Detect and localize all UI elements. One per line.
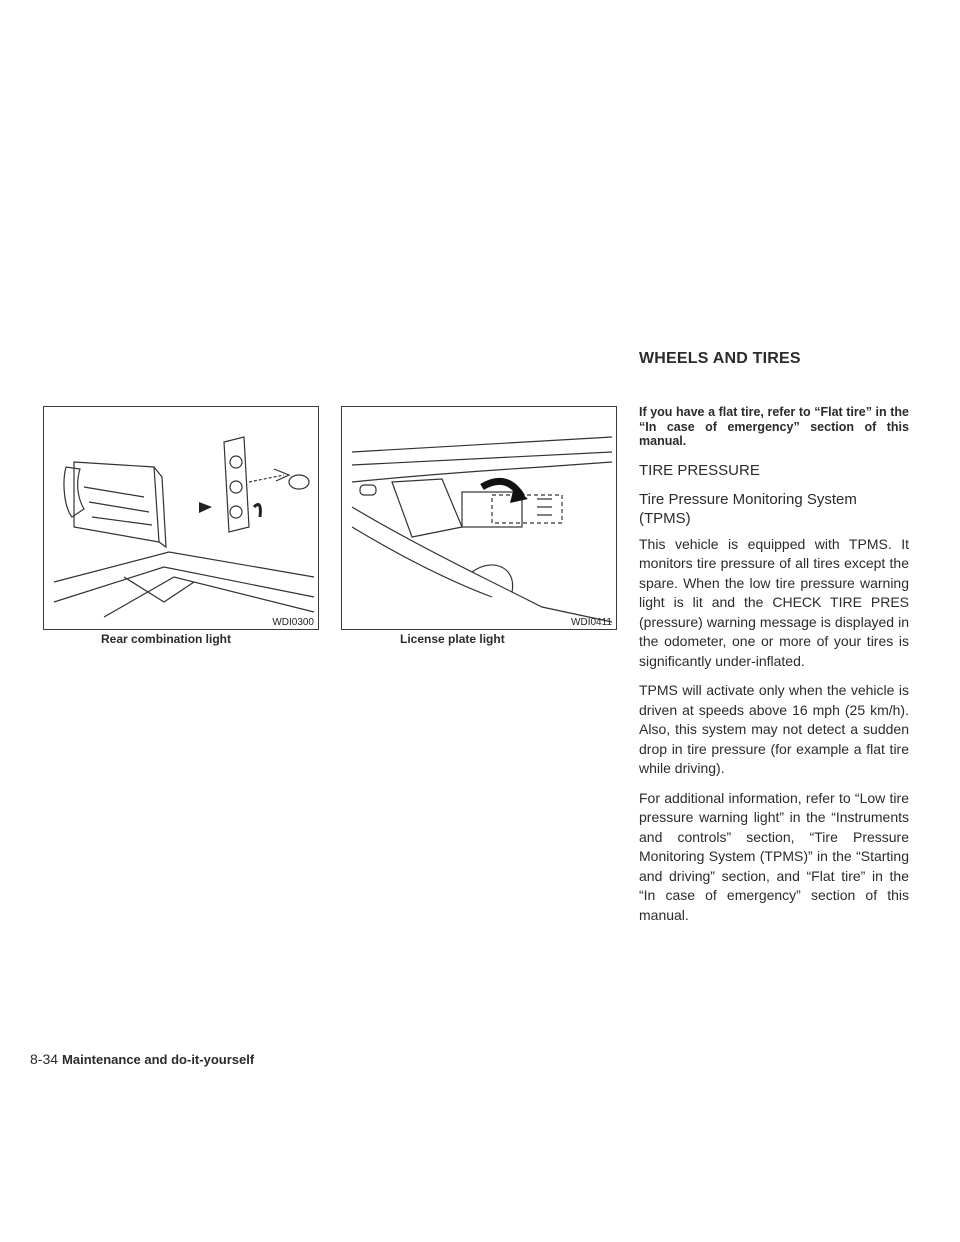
paragraph: TPMS will activate only when the vehicle is driven at speeds above 16 mph (25 km/h). Also, this system may not detect a sudden drop in tire pressure (for example a flat tire while driving). (639, 682, 909, 776)
figure-code: WDI0411 (571, 617, 612, 628)
paragraph: For additional information, refer to “Low tire pressure warning light” in the “Instruments and controls” section, “Tire Pressure Monitoring System (TPMS)” in the “Starting and driving” section, and “Flat tire” in the “In case of emergency” section of this manual. (639, 789, 909, 923)
license-plate-light-illustration (342, 407, 616, 629)
tire-pressure-heading: TIRE PRESSURE (639, 461, 760, 479)
text-column (639, 405, 909, 935)
section-title: WHEELS AND TIRES (639, 350, 801, 367)
paragraph: This vehicle is equipped with TPMS. It monitors tire pressure of all tires except the spare. When the low tire pressure warning light is lit and the CHECK TIRE PRES (pressure) warning message is displayed in the odometer, one or more of your tires is significantly under-inflated. (639, 535, 909, 669)
license-plate-light-figure (341, 406, 617, 630)
figure-caption: Rear combination light (101, 632, 232, 646)
chapter-title: Maintenance and do-it-yourself (62, 1052, 255, 1067)
page-footer (30, 1051, 254, 1067)
rear-combination-light-illustration (44, 407, 318, 629)
rear-combination-light-figure (43, 406, 319, 630)
tpms-heading: Tire Pressure Monitoring System (TPMS) (639, 490, 857, 527)
flat-tire-note: If you have a flat tire, refer to “Flat tire” in the “In case of emergency” section of this manual. (639, 405, 909, 448)
figure-caption: License plate light (400, 632, 505, 646)
page-number: 8-34 (30, 1051, 59, 1067)
figure-code: WDI0300 (272, 617, 314, 628)
